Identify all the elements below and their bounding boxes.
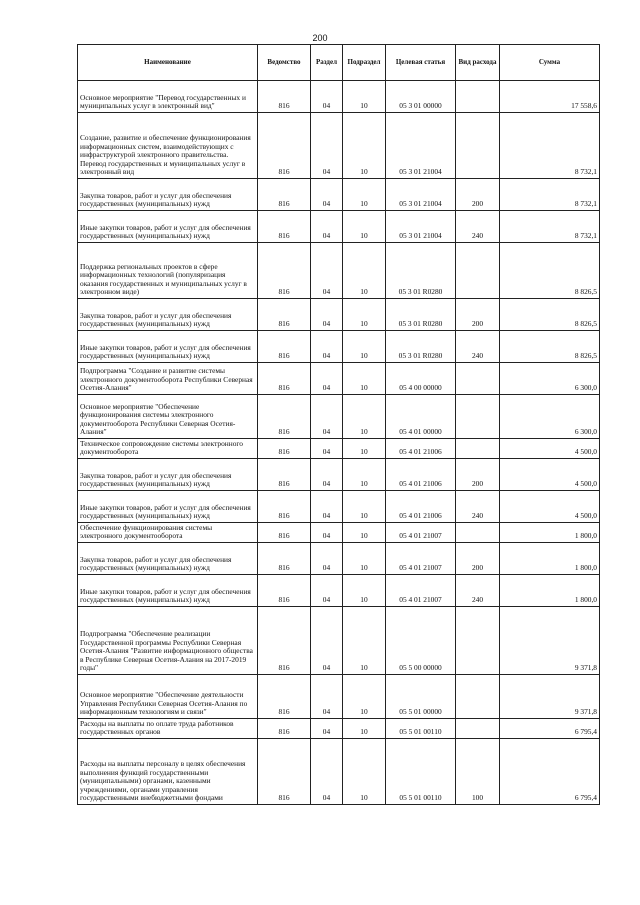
table-row	[78, 439, 600, 459]
table-row	[78, 299, 600, 331]
cell-department: 816	[258, 113, 311, 179]
cell-sum: 8 732,1	[500, 211, 600, 243]
cell-target-article: 05 3 01 00000	[386, 81, 456, 113]
cell-department: 816	[258, 719, 311, 739]
cell-target-article: 05 4 01 21006	[386, 491, 456, 523]
cell-subsection: 10	[343, 575, 386, 607]
cell-expense-type: 240	[456, 211, 500, 243]
cell-expense-type	[456, 607, 500, 675]
cell-sum: 6 300,0	[500, 363, 600, 395]
header-section: Раздел	[311, 45, 343, 81]
cell-subsection: 10	[343, 113, 386, 179]
table-row	[78, 363, 600, 395]
header-name: Наименование	[78, 45, 258, 81]
cell-target-article: 05 3 01 21004	[386, 179, 456, 211]
cell-target-article: 05 5 01 00000	[386, 675, 456, 719]
table-body	[78, 81, 600, 805]
cell-target-article: 05 3 01 R0280	[386, 331, 456, 363]
cell-subsection: 10	[343, 395, 386, 439]
cell-name: Иные закупки товаров, работ и услуг для обеспечения государственных (муниципальных) нужд	[78, 575, 258, 607]
table-row	[78, 575, 600, 607]
cell-name: Закупка товаров, работ и услуг для обеспечения государственных (муниципальных) нужд	[78, 299, 258, 331]
cell-section: 04	[311, 575, 343, 607]
budget-table	[77, 44, 600, 805]
table-row	[78, 211, 600, 243]
cell-subsection: 10	[343, 543, 386, 575]
cell-sum: 9 371,8	[500, 607, 600, 675]
cell-section: 04	[311, 179, 343, 211]
cell-section: 04	[311, 331, 343, 363]
cell-expense-type	[456, 439, 500, 459]
cell-expense-type	[456, 243, 500, 299]
cell-section: 04	[311, 523, 343, 543]
cell-section: 04	[311, 243, 343, 299]
cell-name: Подпрограмма "Создание и развитие системы электронного документооборота Республики Северная Осетия-Алания"	[78, 363, 258, 395]
header-expense-type: Вид расхода	[456, 45, 500, 81]
cell-subsection: 10	[343, 81, 386, 113]
cell-department: 816	[258, 363, 311, 395]
table-header-row	[78, 45, 600, 81]
cell-department: 816	[258, 331, 311, 363]
cell-expense-type	[456, 675, 500, 719]
cell-subsection: 10	[343, 331, 386, 363]
cell-target-article: 05 4 00 00000	[386, 363, 456, 395]
cell-section: 04	[311, 439, 343, 459]
table-row	[78, 81, 600, 113]
cell-department: 816	[258, 575, 311, 607]
header-department: Ведомство	[258, 45, 311, 81]
cell-subsection: 10	[343, 491, 386, 523]
cell-sum: 1 800,0	[500, 543, 600, 575]
cell-sum: 6 795,4	[500, 719, 600, 739]
table-row	[78, 607, 600, 675]
cell-name: Закупка товаров, работ и услуг для обеспечения государственных (муниципальных) нужд	[78, 459, 258, 491]
cell-sum: 4 500,0	[500, 491, 600, 523]
cell-expense-type: 100	[456, 739, 500, 805]
cell-sum: 6 300,0	[500, 395, 600, 439]
cell-department: 816	[258, 523, 311, 543]
cell-department: 816	[258, 439, 311, 459]
cell-department: 816	[258, 211, 311, 243]
cell-subsection: 10	[343, 211, 386, 243]
cell-sum: 8 826,5	[500, 299, 600, 331]
cell-subsection: 10	[343, 607, 386, 675]
cell-sum: 9 371,8	[500, 675, 600, 719]
cell-sum: 8 826,5	[500, 331, 600, 363]
cell-sum: 8 732,1	[500, 179, 600, 211]
cell-name: Основное мероприятие "Обеспечение функционирования системы электронного документооборота Республики Северная Осетия-Алания"	[78, 395, 258, 439]
table-row	[78, 179, 600, 211]
cell-section: 04	[311, 719, 343, 739]
cell-subsection: 10	[343, 179, 386, 211]
cell-subsection: 10	[343, 459, 386, 491]
cell-sum: 8 826,5	[500, 243, 600, 299]
cell-expense-type: 200	[456, 179, 500, 211]
cell-target-article: 05 3 01 21004	[386, 113, 456, 179]
cell-section: 04	[311, 81, 343, 113]
cell-expense-type	[456, 81, 500, 113]
cell-expense-type: 240	[456, 491, 500, 523]
cell-department: 816	[258, 675, 311, 719]
cell-section: 04	[311, 491, 343, 523]
table-row	[78, 395, 600, 439]
cell-name: Основное мероприятие "Перевод государственных и муниципальных услуг в электронный вид"	[78, 81, 258, 113]
cell-expense-type: 240	[456, 575, 500, 607]
table-row	[78, 523, 600, 543]
cell-department: 816	[258, 543, 311, 575]
cell-department: 816	[258, 459, 311, 491]
cell-department: 816	[258, 243, 311, 299]
cell-expense-type	[456, 719, 500, 739]
cell-target-article: 05 4 01 21007	[386, 523, 456, 543]
cell-target-article: 05 5 01 00110	[386, 739, 456, 805]
cell-expense-type: 240	[456, 331, 500, 363]
cell-subsection: 10	[343, 299, 386, 331]
cell-sum: 4 500,0	[500, 439, 600, 459]
cell-subsection: 10	[343, 523, 386, 543]
cell-department: 816	[258, 299, 311, 331]
header-target-article: Целевая статья	[386, 45, 456, 81]
cell-subsection: 10	[343, 439, 386, 459]
table-row	[78, 491, 600, 523]
cell-section: 04	[311, 607, 343, 675]
cell-name: Иные закупки товаров, работ и услуг для обеспечения государственных (муниципальных) нужд	[78, 331, 258, 363]
cell-name: Поддержка региональных проектов в сфере информационных технологий (популяризация оказания государственных и муниципальных услуг в электронном виде)	[78, 243, 258, 299]
cell-target-article: 05 4 01 21006	[386, 459, 456, 491]
cell-expense-type: 200	[456, 543, 500, 575]
cell-name: Расходы на выплаты по оплате труда работников государственных органов	[78, 719, 258, 739]
cell-name: Расходы на выплаты персоналу в целях обеспечения выполнения функций государственными (муниципальными) органами, казенными учреждениями, органами управления государственными внебюджетными фондами	[78, 739, 258, 805]
table-row	[78, 739, 600, 805]
cell-expense-type	[456, 113, 500, 179]
cell-expense-type: 200	[456, 459, 500, 491]
cell-sum: 1 800,0	[500, 523, 600, 543]
cell-sum: 8 732,1	[500, 113, 600, 179]
table-row	[78, 543, 600, 575]
cell-target-article: 05 4 01 21006	[386, 439, 456, 459]
cell-sum: 4 500,0	[500, 459, 600, 491]
table-row	[78, 113, 600, 179]
cell-department: 816	[258, 395, 311, 439]
table-row	[78, 459, 600, 491]
cell-section: 04	[311, 363, 343, 395]
header-subsection: Подраздел	[343, 45, 386, 81]
cell-target-article: 05 5 00 00000	[386, 607, 456, 675]
cell-name: Техническое сопровождение системы электронного документооборота	[78, 439, 258, 459]
cell-section: 04	[311, 395, 343, 439]
cell-section: 04	[311, 675, 343, 719]
cell-expense-type	[456, 363, 500, 395]
cell-name: Иные закупки товаров, работ и услуг для обеспечения государственных (муниципальных) нужд	[78, 211, 258, 243]
cell-section: 04	[311, 543, 343, 575]
cell-section: 04	[311, 459, 343, 491]
cell-name: Основное мероприятие "Обеспечение деятельности Управления Республики Северная Осетия-Алания по информационным технологиям и связи"	[78, 675, 258, 719]
cell-target-article: 05 3 01 R0280	[386, 299, 456, 331]
cell-target-article: 05 4 01 21007	[386, 543, 456, 575]
header-sum: Сумма	[500, 45, 600, 81]
table-row	[78, 331, 600, 363]
cell-name: Подпрограмма "Обеспечение реализации Государственной программы Республики Северная Осетия-Алания "Развитие информационного общества в Республике Северная Осетия-Алания на 2017-2019 годы"	[78, 607, 258, 675]
cell-name: Иные закупки товаров, работ и услуг для обеспечения государственных (муниципальных) нужд	[78, 491, 258, 523]
cell-name: Закупка товаров, работ и услуг для обеспечения государственных (муниципальных) нужд	[78, 179, 258, 211]
cell-subsection: 10	[343, 719, 386, 739]
table-row	[78, 243, 600, 299]
cell-section: 04	[311, 299, 343, 331]
table-row	[78, 675, 600, 719]
cell-department: 816	[258, 607, 311, 675]
cell-subsection: 10	[343, 243, 386, 299]
cell-target-article: 05 3 01 21004	[386, 211, 456, 243]
cell-expense-type	[456, 395, 500, 439]
cell-subsection: 10	[343, 363, 386, 395]
cell-name: Закупка товаров, работ и услуг для обеспечения государственных (муниципальных) нужд	[78, 543, 258, 575]
cell-sum: 6 795,4	[500, 739, 600, 805]
cell-name: Создание, развитие и обеспечение функционирования информационных систем, взаимодействующих с инфраструктурой электронного правительства. Перевод государственных и муниципальных услуг в электронный вид	[78, 113, 258, 179]
cell-department: 816	[258, 179, 311, 211]
cell-subsection: 10	[343, 675, 386, 719]
cell-name: Обеспечение функционирования системы электронного документооборота	[78, 523, 258, 543]
cell-department: 816	[258, 739, 311, 805]
cell-subsection: 10	[343, 739, 386, 805]
cell-sum: 1 800,0	[500, 575, 600, 607]
cell-expense-type: 200	[456, 299, 500, 331]
cell-expense-type	[456, 523, 500, 543]
cell-department: 816	[258, 491, 311, 523]
cell-section: 04	[311, 113, 343, 179]
cell-department: 816	[258, 81, 311, 113]
cell-target-article: 05 4 01 00000	[386, 395, 456, 439]
cell-target-article: 05 4 01 21007	[386, 575, 456, 607]
cell-section: 04	[311, 739, 343, 805]
cell-target-article: 05 3 01 R0280	[386, 243, 456, 299]
cell-sum: 17 558,6	[500, 81, 600, 113]
cell-section: 04	[311, 211, 343, 243]
cell-target-article: 05 5 01 00110	[386, 719, 456, 739]
table-row	[78, 719, 600, 739]
page-number: 200	[312, 33, 328, 43]
